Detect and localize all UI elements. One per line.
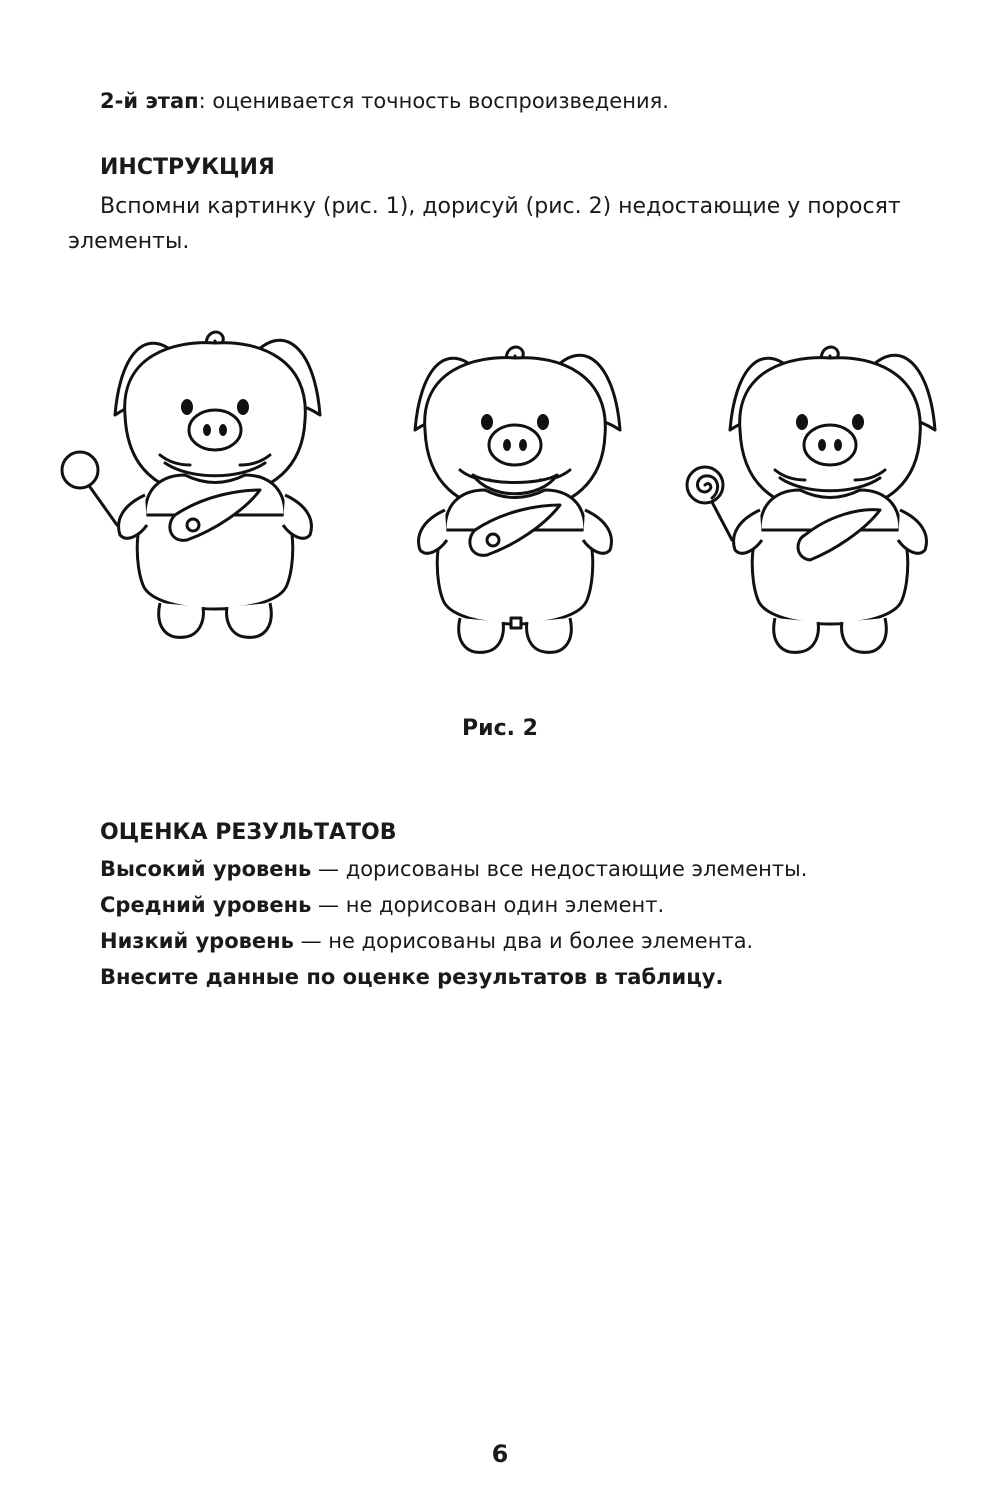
results-level-high: [100, 855, 950, 883]
pig-with-lollipop-icon: [62, 332, 320, 637]
level-label: Высокий уровень: [100, 857, 312, 881]
stage-label: 2-й этап: [100, 89, 199, 113]
level-text: — дорисованы все недостающие элементы.: [311, 857, 808, 881]
pigs-figure: [0, 300, 1000, 700]
results-level-low: [100, 927, 950, 955]
stage-text: : оценивается точность воспроизведения.: [198, 89, 669, 113]
instruction-heading: ИНСТРУКЦИЯ: [100, 155, 275, 180]
level-text: — не дорисован один элемент.: [311, 893, 665, 917]
instruction-line-2: элементы.: [68, 229, 190, 254]
figure-caption: Рис. 2: [462, 716, 538, 741]
page-number: 6: [491, 1440, 509, 1468]
stage-line: [100, 87, 950, 115]
level-text: — не дорисованы два и более элемента.: [293, 929, 754, 953]
results-note: Внесите данные по оценке результатов в таблицу.: [100, 965, 724, 989]
results-heading: ОЦЕНКА РЕЗУЛЬТАТОВ: [100, 820, 397, 845]
level-label: Низкий уровень: [100, 929, 294, 953]
pig-with-spiral-lollipop-icon: [687, 347, 935, 652]
instruction-line-1: Вспомни картинку (рис. 1), дорисуй (рис. 2) недостающие у поросят: [100, 194, 901, 219]
results-level-medium: [100, 891, 950, 919]
pig-laughing-icon: [415, 347, 620, 652]
level-label: Средний уровень: [100, 893, 312, 917]
